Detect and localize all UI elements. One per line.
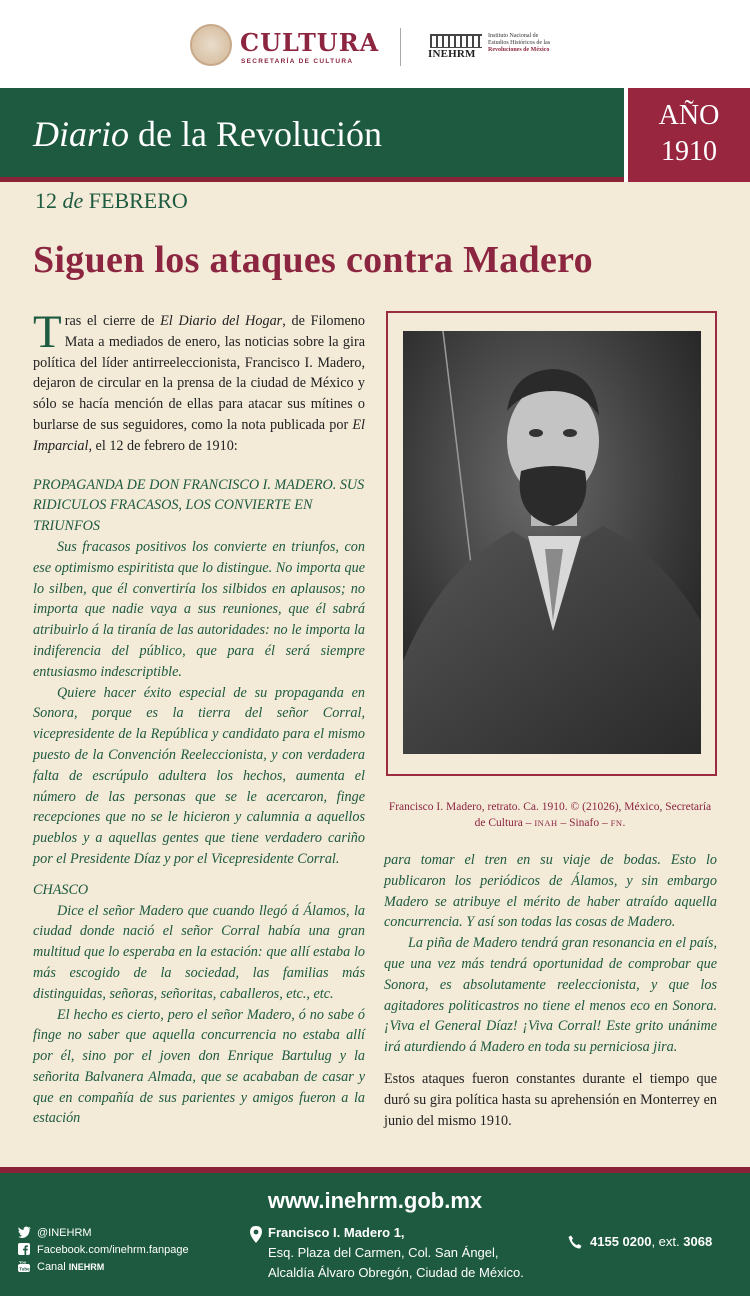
address-line: Esq. Plaza del Carmen, Col. San Ángel,: [268, 1245, 499, 1260]
map-pin-icon: [250, 1226, 262, 1248]
quote-paragraph: Dice el señor Madero que cuando llegó á Álamos, la ciudad donde nació el señor Corral había una gran multitud que lo esperaba en la estación: que allí estaba lo más escogido de la sociedad, las familias más distinguidas, señoras, señoritas, caballeros, etc., etc.: [33, 902, 365, 1002]
quote-paragraph: Quiere hacer éxito especial de su propaganda en Sonora, porque es la tierra del señor Corral, vicepresidente de la República y candidato para el mismo puesto de la Convención Reeleccionista, y con verdadera falta de escrúpulo adultera los hechos, aumenta el número de las personas que se le acercaron, finge recepciones que no se le hicieron y calumnia a aquellos pueblos y a aquellas gentes que tiene verdadero cariño por el Presidente Díaz y por el Vicepresidente Corral.: [33, 684, 365, 867]
youtube-channel-label: Canal: [37, 1261, 69, 1273]
phone-icon: [568, 1235, 582, 1254]
inehrm-institution-line: Instituto Nacional de: [488, 33, 539, 39]
headline: Siguen los ataques contra Madero: [33, 239, 593, 281]
facebook-url: Facebook.com/inehrm.fanpage: [37, 1244, 189, 1256]
inehrm-institution: [488, 33, 550, 54]
youtube-icon: [18, 1260, 31, 1272]
cultura-subtitle: SECRETARÍA DE CULTURA: [241, 58, 354, 65]
cultura-logo-text: CULTURA: [240, 28, 380, 57]
page-title-italic: Diario: [33, 114, 130, 154]
intro-text: , de Filomeno Mata a mediados de enero, las noticias sobre la gira política del líder antirreeleccionista, Francisco I. Madero, dejaron de circular en la prensa de la ciudad de México y sólo se hacía mención de ellas para atacar sus mítines o burlarse de sus seguidores, como la nota publicada por: [33, 313, 365, 433]
phone-ext-label: , ext.: [651, 1234, 684, 1249]
facebook-link[interactable]: [18, 1243, 189, 1256]
caption-text: – Sinafo –: [557, 817, 611, 829]
phone-number[interactable]: [590, 1234, 712, 1249]
logo-divider: [400, 28, 401, 66]
address-line: Alcaldía Álvaro Obregón, Ciudad de México.: [268, 1265, 524, 1280]
madero-portrait-photo: [403, 331, 701, 754]
inehrm-institution-line: Estudios Históricos de las: [488, 40, 551, 46]
quote-paragraph: La piña de Madero tendrá gran resonancia en el país, que una vez más tendrá oportunidad de comprobar que Sonora, es absolutamente reeleccionista, y que los agitadores politicastros no tiene el menos eco en Sonora. ¡Viva el General Díaz! ¡Viva Corral! Este grito unánime irá aturdiendo á Madero en toda su perniciosa jira.: [384, 935, 717, 1056]
youtube-channel-name: INEHRM: [68, 1262, 105, 1272]
page-title: [33, 113, 382, 155]
phone-main: 4155 0200: [590, 1234, 652, 1249]
twitter-icon: [18, 1226, 31, 1238]
seal-icon: [190, 24, 232, 66]
date-de: de: [62, 188, 84, 213]
address: [268, 1223, 524, 1283]
youtube-link[interactable]: [18, 1260, 104, 1273]
quote-title: PROPAGANDA DE DON FRANCISCO I. MADERO. SUS RIDICULOS FRACASOS, LOS CONVIERTE EN TRIUNFOS: [33, 476, 365, 535]
photo-caption: [384, 799, 716, 831]
date-day: 12: [35, 188, 57, 213]
quote-paragraph: El hecho es cierto, pero el señor Madero, ó no sabe ó finge no saber que aquella concurrencia no estaba allí por él, sino por el joven don Enrique Bartulug y la señorita Balvanera Almada, que se acababan de casar y que en compañía de sus parientes y amigos fueron a la estación: [33, 1006, 365, 1127]
page-title-rest: de la Revolución: [129, 114, 382, 154]
twitter-link[interactable]: [18, 1226, 92, 1239]
quote-paragraph: Sus fracasos positivos los convierte en triunfos, con ese optimismo espiritista que lo distingue. No importa que lo silben, que él convertiría los silbidos en aplausos; no importa que nadie vaya a sus reuniones, que él sabrá atribuirlo á la tiranía de las autoridades: no le importa la indiferencia del público, que para él será siempre entusiasmo indescriptible.: [33, 538, 365, 680]
newspaper-name: El Diario del Hogar: [160, 313, 283, 329]
inehrm-institution-line: Revoluciones de México: [488, 47, 550, 53]
caption-text: .: [622, 817, 626, 829]
quote-subtitle: CHASCO: [33, 881, 89, 898]
year-value: 1910: [661, 136, 717, 167]
caption-inah: INAH: [534, 818, 558, 828]
caption-text: Francisco I. Madero, retrato. Ca. 1910. © (21026), México, Secretaría de Cultura –: [388, 801, 712, 829]
quote-paragraph: para tomar el tren en su viaje de bodas. Esto lo publicaron los periódicos de Álamos, y sin embargo Madero se atribuye el mérito de haber atraído aquella concurrencia. Y así son todas las cosas de Madero.: [384, 852, 717, 931]
year-label: AÑO: [658, 100, 720, 131]
right-column: [384, 850, 717, 1131]
intro-text: , el 12 de febrero de 1910:: [88, 437, 238, 454]
svg-text:Tube: Tube: [19, 1266, 30, 1272]
drop-cap: T: [33, 306, 62, 358]
portrait-illustration: [403, 331, 701, 754]
intro-paragraph: [33, 306, 365, 457]
svg-text:You: You: [19, 1260, 27, 1265]
building-icon: [430, 34, 482, 48]
date-month: FEBRERO: [88, 188, 188, 213]
left-column: [33, 306, 365, 1129]
caption-fn: FN: [610, 818, 623, 828]
intro-text: ras el cierre de: [64, 313, 161, 329]
phone-extension: 3068: [683, 1234, 713, 1249]
twitter-handle: @INEHRM: [37, 1227, 92, 1239]
website-link[interactable]: www.inehrm.gob.mx: [267, 1188, 483, 1213]
inehrm-logo-text: INEHRM: [428, 48, 476, 60]
closing-paragraph: Estos ataques fueron constantes durante el tiempo que duró su gira política hasta su aprehensión en Monterrey en junio del mismo 1910.: [384, 1070, 717, 1129]
address-street: Francisco I. Madero 1,: [268, 1225, 405, 1240]
entry-date: [35, 188, 188, 214]
newspaper-name: El Imparcial: [33, 416, 365, 454]
facebook-icon: [18, 1243, 31, 1255]
